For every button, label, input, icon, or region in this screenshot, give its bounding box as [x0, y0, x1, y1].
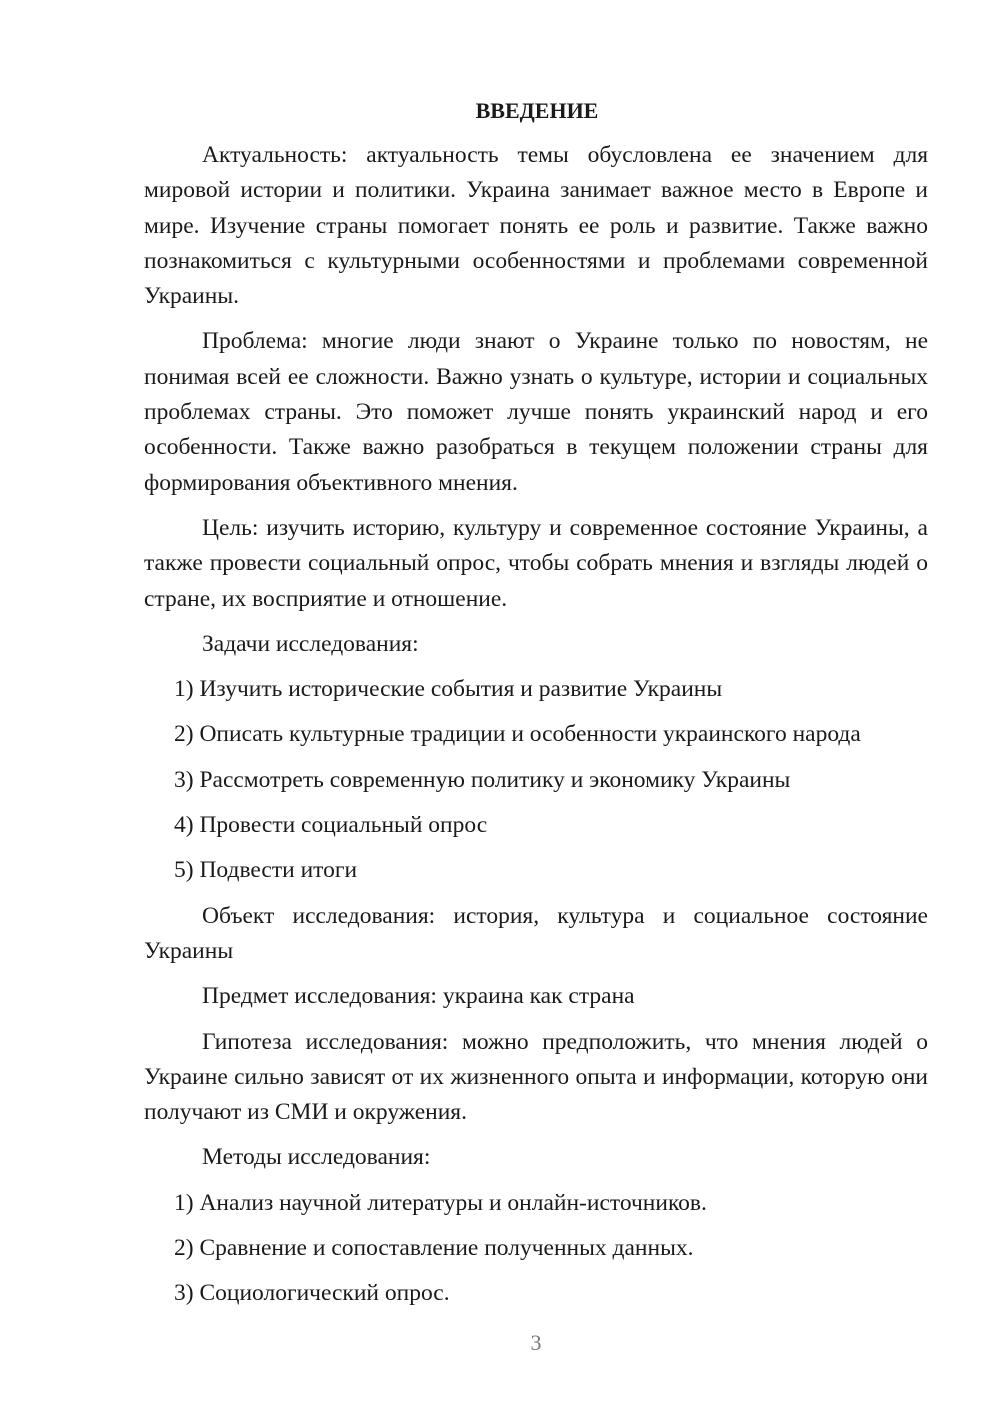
method-item: 2) Сравнение и сопоставление полученных данных.	[174, 1235, 694, 1262]
task-item: 2) Описать культурные традиции и особенности украинского народа	[174, 721, 861, 748]
relevance-paragraph: Актуальность: актуальность темы обусловлена ее значением для мировой истории и политики. Украина занимает важное место в Европе и мире. Изучение страны помогает понять ее роль и развитие. Также важно познакомиться с культурными особенностями и проблемами современной Украины.	[144, 142, 928, 310]
task-item: 4) Провести социальный опрос	[174, 812, 488, 839]
hypothesis-paragraph: Гипотеза исследования: можно предположить, что мнения людей о Украине сильно зависят от их жизненного опыта и информации, которую они получают из СМИ и окружения.	[144, 1028, 928, 1126]
page-number: 3	[530, 1330, 542, 1355]
method-item: 3) Социологический опрос.	[174, 1280, 450, 1307]
tasks-heading: Задачи исследования:	[202, 630, 419, 657]
section-title: ВВЕДЕНИЕ	[475, 98, 599, 123]
task-item: 3) Рассмотреть современную политику и экономику Украины	[174, 766, 791, 793]
page-content	[144, 93, 928, 1322]
task-item: 1) Изучить исторические события и развитие Украины	[174, 676, 723, 703]
methods-list	[144, 1186, 928, 1312]
goal-paragraph: Цель: изучить историю, культуру и современное состояние Украины, а также провести социальный опрос, чтобы собрать мнения и взгляды людей о стране, их восприятие и отношение.	[144, 514, 928, 612]
tasks-list	[144, 672, 928, 888]
object-paragraph: Объект исследования: история, культура и социальное состояние Украины	[144, 902, 928, 964]
methods-heading: Методы исследования:	[202, 1144, 431, 1171]
task-item: 5) Подвести итоги	[174, 857, 358, 884]
problem-paragraph: Проблема: многие люди знают о Украине только по новостям, не понимая всей ее сложности. Важно узнать о культуре, истории и социальных проблемах страны. Это поможет лучше понять украинский народ и его особенности. Также важно разобраться в текущем положении страны для формирования объективного мнения.	[144, 328, 928, 496]
method-item: 1) Анализ научной литературы и онлайн-источников.	[174, 1189, 707, 1216]
subject-paragraph: Предмет исследования: украина как страна	[202, 983, 635, 1010]
